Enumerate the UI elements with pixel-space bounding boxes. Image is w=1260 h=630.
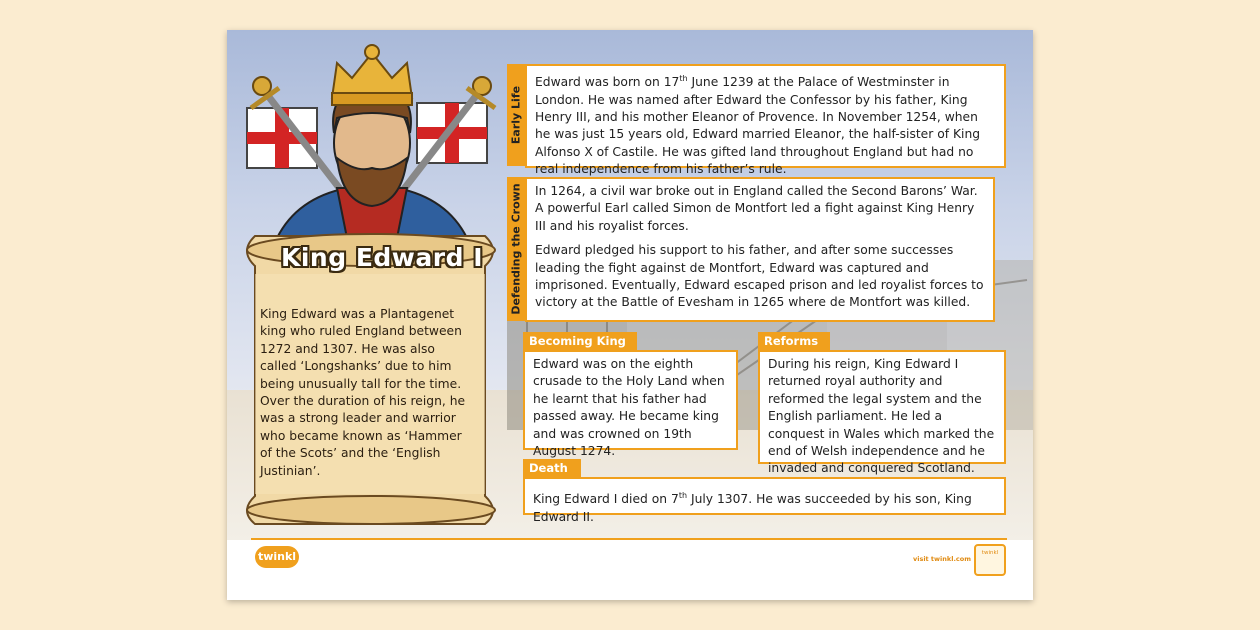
footer-divider xyxy=(251,538,1007,540)
visit-link[interactable]: visit twinkl.com xyxy=(913,555,972,563)
death-tab: Death xyxy=(523,459,581,477)
page-title: King Edward I xyxy=(280,243,483,272)
becoming-king-box xyxy=(523,350,738,459)
reforms-tab: Reforms xyxy=(758,332,830,350)
defending-crown-box xyxy=(525,177,995,322)
fact-sheet xyxy=(227,30,1033,600)
defending-crown-tab xyxy=(507,177,525,321)
becoming-king-tab: Becoming King xyxy=(523,332,637,350)
defending-crown-label: Defending the Crown xyxy=(509,183,523,315)
death-box xyxy=(523,477,1006,524)
reforms-box xyxy=(758,350,1006,476)
early-life-text: Edward was born on 17th June 1239 at the Palace of Westminster in London. He was named after Edward the Confessor by his father, King Henry III, and his mother Eleanor of Provence. In November 1254, when he was just 15 years old, Edward married Eleanor, the half-sister of King Alfonso X of Castile. He was gifted land throughout England but had no real independence from his father’s rule. xyxy=(535,74,981,177)
defending-crown-para1: In 1264, a civil war broke out in England called the Second Barons’ War. A powerful Earl called Simon de Montfort led a fight against King Henry III and his royalist forces. xyxy=(535,184,978,233)
early-life-label: Early Life xyxy=(509,85,523,145)
early-life-tab xyxy=(507,64,525,166)
twinkl-logo[interactable]: twinkl xyxy=(255,546,299,568)
king-portrait-icon xyxy=(237,38,507,238)
intro-text: King Edward was a Plantagenet king who ruled England between 1272 and 1307. He was also called ‘Longshanks’ due to him being unusually tall for the time. Over the duration of his reign, he was a strong leader and warrior who became known as ‘Hammer of the Scots’ and the ‘English Justinian’. xyxy=(260,307,466,478)
early-life-box xyxy=(525,64,1006,177)
reforms-text: During his reign, King Edward I returned royal authority and reformed the legal system and the English parliament. He led a conquest in Wales which marked the end of Welsh independence and he invaded and conquered Scotland. xyxy=(768,357,995,476)
quality-badge-icon: twinkl xyxy=(974,544,1006,576)
death-text: King Edward I died on 7th July 1307. He was succeeded by his son, King Edward II. xyxy=(533,491,972,524)
defending-crown-para2: Edward pledged his support to his father, and after some successes leading the fight against de Montfort, Edward was captured and imprisoned. Eventually, Edward escaped prison and led royalist forces to victory at the Battle of Evesham in 1265 where de Montfort was killed. xyxy=(535,243,984,310)
becoming-king-text: Edward was on the eighth crusade to the Holy Land when he learnt that his father had passed away. He became king and was crowned on 19th August 1274. xyxy=(533,357,725,459)
